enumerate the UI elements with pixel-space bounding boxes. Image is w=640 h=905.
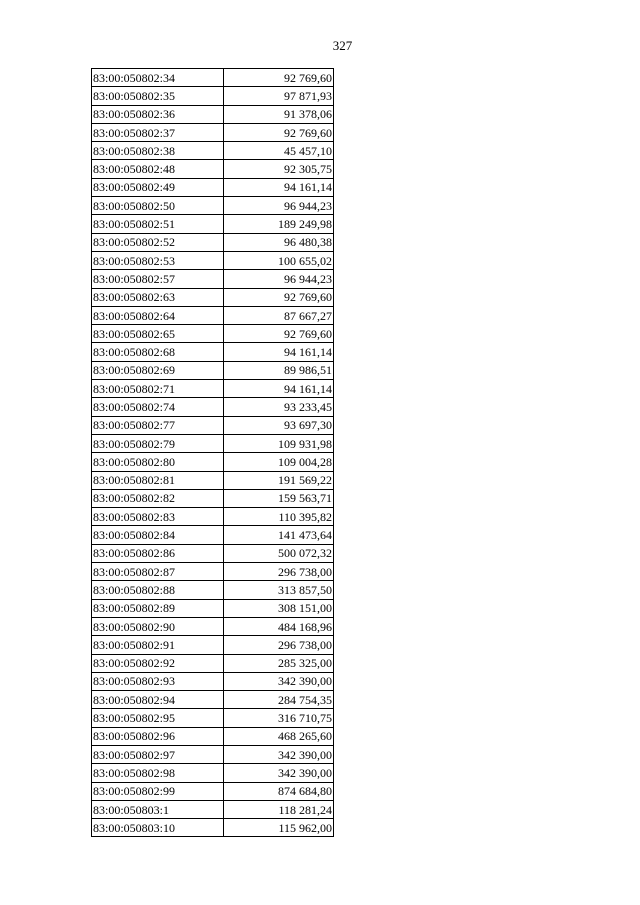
value-cell: 93 233,45 <box>224 398 334 416</box>
table-row <box>92 434 334 452</box>
value-cell: 141 473,64 <box>224 526 334 544</box>
cadastral-number-cell: 83:00:050802:92 <box>92 654 224 672</box>
value-cell: 118 281,24 <box>224 800 334 818</box>
cadastral-number-cell: 83:00:050802:65 <box>92 325 224 343</box>
table-row <box>92 764 334 782</box>
cadastral-number-cell: 83:00:050802:69 <box>92 361 224 379</box>
table-row <box>92 105 334 123</box>
table-row <box>92 197 334 215</box>
cadastral-number-cell: 83:00:050802:63 <box>92 288 224 306</box>
value-cell: 94 161,14 <box>224 343 334 361</box>
value-cell: 109 004,28 <box>224 453 334 471</box>
table-row <box>92 471 334 489</box>
value-cell: 100 655,02 <box>224 251 334 269</box>
cadastral-number-cell: 83:00:050802:57 <box>92 270 224 288</box>
table-row <box>92 361 334 379</box>
table-row <box>92 343 334 361</box>
value-cell: 89 986,51 <box>224 361 334 379</box>
cadastral-number-cell: 83:00:050802:96 <box>92 727 224 745</box>
table-row <box>92 288 334 306</box>
cadastral-number-cell: 83:00:050802:74 <box>92 398 224 416</box>
table-row <box>92 581 334 599</box>
cadastral-number-cell: 83:00:050802:68 <box>92 343 224 361</box>
value-cell: 342 390,00 <box>224 745 334 763</box>
cadastral-number-cell: 83:00:050802:87 <box>92 563 224 581</box>
cadastral-number-cell: 83:00:050802:53 <box>92 251 224 269</box>
table-row <box>92 508 334 526</box>
cadastral-number-cell: 83:00:050803:1 <box>92 800 224 818</box>
table-row <box>92 654 334 672</box>
table-row <box>92 270 334 288</box>
cadastral-number-cell: 83:00:050802:94 <box>92 691 224 709</box>
table-row <box>92 69 334 87</box>
cadastral-number-cell: 83:00:050802:83 <box>92 508 224 526</box>
table-row <box>92 489 334 507</box>
value-cell: 92 305,75 <box>224 160 334 178</box>
value-cell: 874 684,80 <box>224 782 334 800</box>
value-cell: 45 457,10 <box>224 142 334 160</box>
table-row <box>92 142 334 160</box>
cadastral-number-cell: 83:00:050802:82 <box>92 489 224 507</box>
value-cell: 94 161,14 <box>224 178 334 196</box>
value-cell: 342 390,00 <box>224 764 334 782</box>
value-cell: 468 265,60 <box>224 727 334 745</box>
table-row <box>92 87 334 105</box>
value-cell: 92 769,60 <box>224 325 334 343</box>
cadastral-number-cell: 83:00:050802:88 <box>92 581 224 599</box>
value-cell: 96 480,38 <box>224 233 334 251</box>
value-cell: 93 697,30 <box>224 416 334 434</box>
cadastral-number-cell: 83:00:050802:86 <box>92 544 224 562</box>
table-row <box>92 178 334 196</box>
cadastral-number-cell: 83:00:050802:34 <box>92 69 224 87</box>
table-row <box>92 691 334 709</box>
table-row <box>92 782 334 800</box>
value-cell: 110 395,82 <box>224 508 334 526</box>
cadastral-number-cell: 83:00:050802:52 <box>92 233 224 251</box>
table-row <box>92 819 334 837</box>
table-row <box>92 215 334 233</box>
value-cell: 115 962,00 <box>224 819 334 837</box>
table-row <box>92 672 334 690</box>
cadastral-number-cell: 83:00:050802:48 <box>92 160 224 178</box>
table-row <box>92 727 334 745</box>
table-row <box>92 251 334 269</box>
table-row <box>92 599 334 617</box>
value-cell: 500 072,32 <box>224 544 334 562</box>
table-row <box>92 306 334 324</box>
value-cell: 284 754,35 <box>224 691 334 709</box>
value-cell: 296 738,00 <box>224 563 334 581</box>
value-cell: 96 944,23 <box>224 197 334 215</box>
table-row <box>92 563 334 581</box>
value-cell: 92 769,60 <box>224 288 334 306</box>
table-row <box>92 800 334 818</box>
cadastral-number-cell: 83:00:050802:95 <box>92 709 224 727</box>
value-cell: 96 944,23 <box>224 270 334 288</box>
value-cell: 191 569,22 <box>224 471 334 489</box>
cadastral-number-cell: 83:00:050802:77 <box>92 416 224 434</box>
cadastral-number-cell: 83:00:050802:71 <box>92 380 224 398</box>
value-cell: 91 378,06 <box>224 105 334 123</box>
cadastral-number-cell: 83:00:050802:36 <box>92 105 224 123</box>
cadastral-number-cell: 83:00:050802:90 <box>92 617 224 635</box>
table-row <box>92 709 334 727</box>
table-row <box>92 617 334 635</box>
value-cell: 94 161,14 <box>224 380 334 398</box>
page-number: 327 <box>332 38 353 53</box>
cadastral-number-cell: 83:00:050802:81 <box>92 471 224 489</box>
table-row <box>92 123 334 141</box>
value-cell: 92 769,60 <box>224 69 334 87</box>
cadastral-number-cell: 83:00:050802:99 <box>92 782 224 800</box>
cadastral-number-cell: 83:00:050802:35 <box>92 87 224 105</box>
cadastral-number-cell: 83:00:050802:84 <box>92 526 224 544</box>
value-cell: 97 871,93 <box>224 87 334 105</box>
table-row <box>92 636 334 654</box>
table-row <box>92 380 334 398</box>
cadastral-number-cell: 83:00:050802:98 <box>92 764 224 782</box>
table-row <box>92 544 334 562</box>
value-cell: 484 168,96 <box>224 617 334 635</box>
value-cell: 189 249,98 <box>224 215 334 233</box>
cadastral-number-cell: 83:00:050802:49 <box>92 178 224 196</box>
cadastral-number-cell: 83:00:050802:91 <box>92 636 224 654</box>
table-row <box>92 160 334 178</box>
value-cell: 313 857,50 <box>224 581 334 599</box>
cadastral-number-cell: 83:00:050802:89 <box>92 599 224 617</box>
table-row <box>92 416 334 434</box>
cadastral-number-cell: 83:00:050802:93 <box>92 672 224 690</box>
value-cell: 316 710,75 <box>224 709 334 727</box>
table-row <box>92 526 334 544</box>
value-cell: 87 667,27 <box>224 306 334 324</box>
table-row <box>92 398 334 416</box>
cadastral-number-cell: 83:00:050803:10 <box>92 819 224 837</box>
table-row <box>92 233 334 251</box>
cadastral-number-cell: 83:00:050802:97 <box>92 745 224 763</box>
table-row <box>92 745 334 763</box>
cadastral-number-cell: 83:00:050802:50 <box>92 197 224 215</box>
cadastral-value-table <box>91 68 334 837</box>
value-cell: 92 769,60 <box>224 123 334 141</box>
value-cell: 296 738,00 <box>224 636 334 654</box>
cadastral-number-cell: 83:00:050802:37 <box>92 123 224 141</box>
value-cell: 285 325,00 <box>224 654 334 672</box>
cadastral-number-cell: 83:00:050802:51 <box>92 215 224 233</box>
table-row <box>92 325 334 343</box>
cadastral-number-cell: 83:00:050802:79 <box>92 434 224 452</box>
value-cell: 159 563,71 <box>224 489 334 507</box>
value-cell: 342 390,00 <box>224 672 334 690</box>
value-cell: 109 931,98 <box>224 434 334 452</box>
table-body <box>92 69 334 837</box>
table-row <box>92 453 334 471</box>
cadastral-number-cell: 83:00:050802:38 <box>92 142 224 160</box>
value-cell: 308 151,00 <box>224 599 334 617</box>
cadastral-number-cell: 83:00:050802:64 <box>92 306 224 324</box>
cadastral-number-cell: 83:00:050802:80 <box>92 453 224 471</box>
